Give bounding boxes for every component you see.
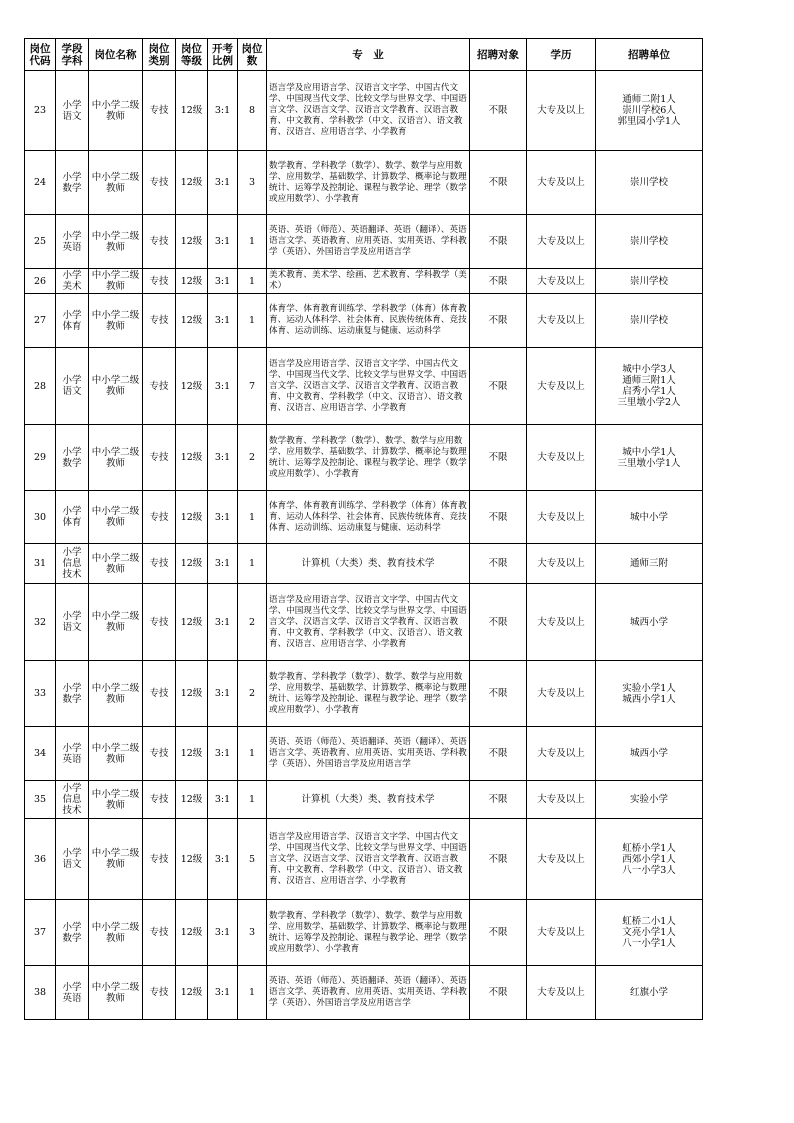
cell-type: 专技 (143, 544, 176, 584)
unit-line: 八一小学3人 (622, 864, 676, 876)
cell-name: 中小学二级教师 (89, 661, 143, 727)
cell-grade: 12级 (176, 727, 208, 781)
cell-code: 24 (25, 151, 56, 215)
cell-ratio: 3:1 (208, 966, 238, 1020)
cell-code: 26 (25, 269, 56, 294)
header-grade: 岗位等级 (176, 39, 208, 71)
cell-name: 中小学二级教师 (89, 781, 143, 819)
cell-target: 不限 (470, 584, 527, 661)
cell-major: 英语、英语（师范）、英语翻译、英语（翻译）、英语语言文学、英语教育、应用英语、实用英语、学科教学（英语）、外国语言学及应用语言学 (267, 966, 470, 1020)
cell-major: 体育学、体育教育训练学、学科教学（体育）体育教育、运动人体科学、社会体育、民族传统体育、竞技体育、运动训练、运动康复与健康、运动科学 (267, 294, 470, 348)
cell-code: 25 (25, 215, 56, 269)
cell-unit (596, 544, 703, 584)
cell-edu: 大专及以上 (527, 215, 596, 269)
header-subject: 学段学科 (56, 39, 89, 71)
cell-subject: 小学数学 (56, 661, 89, 727)
cell-name: 中小学二级教师 (89, 215, 143, 269)
cell-code: 33 (25, 661, 56, 727)
cell-name: 中小学二级教师 (89, 900, 143, 966)
cell-code: 36 (25, 819, 56, 900)
cell-major: 数学教育、学科教学（数学）、数学、数学与应用数学、应用数学、基础数学、计算数学、概率论与数理统计、运筹学及控制论、课程与教学论、理学（数学或应用数学）、小学教育 (267, 661, 470, 727)
cell-unit (596, 491, 703, 544)
unit-line: 启秀小学1人 (622, 386, 676, 397)
cell-major: 数学教育、学科教学（数学）、数学、数学与应用数学、应用数学、基础数学、计算数学、概率论与数理统计、运筹学及控制论、课程与教学论、理学（数学或应用数学）、小学教育 (267, 900, 470, 966)
cell-major: 体育学、体育教育训练学、学科教学（体育）体育教育、运动人体科学、社会体育、民族传统体育、竞技体育、运动训练、运动康复与健康、运动科学 (267, 491, 470, 544)
cell-unit (596, 294, 703, 348)
cell-major: 英语、英语（师范）、英语翻译、英语（翻译）、英语语言文学、英语教育、应用英语、实用英语、学科教学（英语）、外国语言学及应用语言学 (267, 727, 470, 781)
unit-line: 三里墩小学1人 (617, 457, 681, 469)
unit-line: 实验小学1人 (622, 682, 676, 694)
cell-target: 不限 (470, 661, 527, 727)
cell-major: 语言学及应用语言学、汉语言文字学、中国古代文学、中国现当代文学、比较文学与世界文学、中国语言文学、汉语言文学、汉语言文学教育、汉语言教育、中文教育、学科教学（中文、汉语言）、语文教育、汉语言、应用语言学、小学教育 (267, 348, 470, 425)
unit-line: 崇川学校 (629, 315, 668, 326)
cell-type: 专技 (143, 151, 176, 215)
cell-grade: 12级 (176, 966, 208, 1020)
cell-unit (596, 71, 703, 151)
unit-line: 红旗小学 (629, 987, 668, 998)
cell-target: 不限 (470, 819, 527, 900)
cell-grade: 12级 (176, 215, 208, 269)
table-row (25, 348, 703, 425)
cell-count: 3 (238, 151, 267, 215)
unit-line: 崇川学校 (629, 177, 668, 188)
cell-edu: 大专及以上 (527, 269, 596, 294)
cell-subject: 小学语文 (56, 71, 89, 151)
cell-target: 不限 (470, 425, 527, 491)
cell-ratio: 3:1 (208, 215, 238, 269)
cell-subject: 小学语文 (56, 584, 89, 661)
cell-type: 专技 (143, 215, 176, 269)
cell-subject: 小学体育 (56, 294, 89, 348)
cell-ratio: 3:1 (208, 151, 238, 215)
cell-subject: 小学信息技术 (56, 544, 89, 584)
unit-line: 通师二附1人 (622, 94, 676, 105)
cell-code: 23 (25, 71, 56, 151)
cell-grade: 12级 (176, 584, 208, 661)
cell-grade: 12级 (176, 425, 208, 491)
cell-ratio: 3:1 (208, 294, 238, 348)
cell-grade: 12级 (176, 781, 208, 819)
header-name: 岗位名称 (89, 39, 143, 71)
header-type: 岗位类别 (143, 39, 176, 71)
cell-subject: 小学语文 (56, 819, 89, 900)
cell-target: 不限 (470, 966, 527, 1020)
cell-ratio: 3:1 (208, 491, 238, 544)
cell-count: 1 (238, 294, 267, 348)
cell-ratio: 3:1 (208, 900, 238, 966)
cell-count: 8 (238, 71, 267, 151)
cell-count: 1 (238, 491, 267, 544)
cell-grade: 12级 (176, 819, 208, 900)
cell-major: 语言学及应用语言学、汉语言文字学、中国古代文学、中国现当代文学、比较文学与世界文学、中国语言文学、汉语言文学、汉语言文学教育、汉语言教育、中文教育、学科教学（中文、汉语言）、语文教育、汉语言、应用语言学、小学教育 (267, 584, 470, 661)
unit-line: 城西小学 (629, 616, 668, 628)
cell-target: 不限 (470, 900, 527, 966)
cell-code: 31 (25, 544, 56, 584)
cell-unit (596, 819, 703, 900)
cell-edu: 大专及以上 (527, 781, 596, 819)
cell-type: 专技 (143, 819, 176, 900)
cell-grade: 12级 (176, 544, 208, 584)
cell-code: 35 (25, 781, 56, 819)
cell-name: 中小学二级教师 (89, 819, 143, 900)
unit-line: 城西小学1人 (622, 693, 676, 705)
cell-ratio: 3:1 (208, 781, 238, 819)
cell-subject: 小学数学 (56, 900, 89, 966)
cell-target: 不限 (470, 215, 527, 269)
cell-ratio: 3:1 (208, 584, 238, 661)
cell-name: 中小学二级教师 (89, 425, 143, 491)
cell-grade: 12级 (176, 900, 208, 966)
table-row (25, 491, 703, 544)
cell-ratio: 3:1 (208, 348, 238, 425)
cell-count: 3 (238, 900, 267, 966)
table-row (25, 584, 703, 661)
cell-unit (596, 900, 703, 966)
cell-type: 专技 (143, 584, 176, 661)
unit-line: 城中小学 (629, 511, 668, 523)
cell-name: 中小学二级教师 (89, 584, 143, 661)
cell-subject: 小学语文 (56, 348, 89, 425)
cell-ratio: 3:1 (208, 727, 238, 781)
cell-unit (596, 661, 703, 727)
table-row (25, 151, 703, 215)
cell-target: 不限 (470, 544, 527, 584)
cell-code: 34 (25, 727, 56, 781)
cell-unit (596, 966, 703, 1020)
header-major: 专 业 (267, 39, 470, 71)
cell-type: 专技 (143, 294, 176, 348)
cell-target: 不限 (470, 348, 527, 425)
cell-target: 不限 (470, 269, 527, 294)
header-count: 岗位数 (238, 39, 267, 71)
cell-unit (596, 269, 703, 294)
cell-edu: 大专及以上 (527, 294, 596, 348)
table-row (25, 425, 703, 491)
cell-ratio: 3:1 (208, 71, 238, 151)
cell-grade: 12级 (176, 661, 208, 727)
cell-edu: 大专及以上 (527, 348, 596, 425)
cell-subject: 小学数学 (56, 425, 89, 491)
cell-count: 2 (238, 425, 267, 491)
cell-target: 不限 (470, 151, 527, 215)
cell-grade: 12级 (176, 269, 208, 294)
cell-code: 29 (25, 425, 56, 491)
cell-name: 中小学二级教师 (89, 544, 143, 584)
table-row (25, 900, 703, 966)
cell-target: 不限 (470, 71, 527, 151)
unit-line: 西郊小学1人 (622, 853, 676, 865)
table-row (25, 819, 703, 900)
table-row (25, 727, 703, 781)
cell-code: 37 (25, 900, 56, 966)
cell-name: 中小学二级教师 (89, 294, 143, 348)
header-code: 岗位代码 (25, 39, 56, 71)
cell-count: 1 (238, 544, 267, 584)
cell-edu: 大专及以上 (527, 584, 596, 661)
table-row (25, 269, 703, 294)
unit-line: 实验小学 (629, 794, 668, 805)
unit-line: 通师三附1人 (622, 375, 676, 386)
cell-count: 1 (238, 269, 267, 294)
cell-edu: 大专及以上 (527, 661, 596, 727)
cell-edu: 大专及以上 (527, 71, 596, 151)
unit-line: 虹桥二小1人 (622, 916, 676, 927)
cell-ratio: 3:1 (208, 661, 238, 727)
cell-ratio: 3:1 (208, 544, 238, 584)
cell-name: 中小学二级教师 (89, 348, 143, 425)
unit-line: 八一小学1人 (622, 938, 676, 949)
cell-type: 专技 (143, 661, 176, 727)
cell-name: 中小学二级教师 (89, 151, 143, 215)
table-row (25, 71, 703, 151)
cell-unit (596, 215, 703, 269)
cell-major: 计算机（大类）类、教育技术学 (267, 544, 470, 584)
cell-edu: 大专及以上 (527, 491, 596, 544)
unit-line: 城西小学 (629, 748, 668, 759)
cell-major: 数学教育、学科教学（数学）、数学、数学与应用数学、应用数学、基础数学、计算数学、概率论与数理统计、运筹学及控制论、课程与教学论、理学（数学或应用数学）、小学教育 (267, 151, 470, 215)
cell-major: 语言学及应用语言学、汉语言文字学、中国古代文学、中国现当代文学、比较文学与世界文学、中国语言文学、汉语言文学、汉语言文学教育、汉语言教育、中文教育、学科教学（中文、汉语言）、语文教育、汉语言、应用语言学、小学教育 (267, 71, 470, 151)
cell-name: 中小学二级教师 (89, 727, 143, 781)
cell-subject: 小学英语 (56, 215, 89, 269)
cell-edu: 大专及以上 (527, 966, 596, 1020)
unit-line: 文亮小学1人 (622, 927, 676, 938)
cell-subject: 小学体育 (56, 491, 89, 544)
cell-unit (596, 425, 703, 491)
header-target: 招聘对象 (470, 39, 527, 71)
header-unit: 招聘单位 (596, 39, 703, 71)
unit-line: 崇川学校 (629, 236, 668, 247)
cell-unit (596, 727, 703, 781)
cell-target: 不限 (470, 294, 527, 348)
cell-type: 专技 (143, 269, 176, 294)
cell-count: 1 (238, 966, 267, 1020)
cell-ratio: 3:1 (208, 269, 238, 294)
cell-grade: 12级 (176, 71, 208, 151)
cell-grade: 12级 (176, 151, 208, 215)
cell-code: 30 (25, 491, 56, 544)
table-row (25, 294, 703, 348)
cell-unit (596, 584, 703, 661)
cell-type: 专技 (143, 491, 176, 544)
cell-code: 38 (25, 966, 56, 1020)
unit-line: 城中小学3人 (622, 364, 676, 375)
cell-type: 专技 (143, 348, 176, 425)
cell-type: 专技 (143, 966, 176, 1020)
table-body (25, 71, 703, 1020)
cell-name: 中小学二级教师 (89, 71, 143, 151)
header-edu: 学历 (527, 39, 596, 71)
cell-name: 中小学二级教师 (89, 269, 143, 294)
cell-subject: 小学数学 (56, 151, 89, 215)
cell-type: 专技 (143, 71, 176, 151)
cell-major: 数学教育、学科教学（数学）、数学、数学与应用数学、应用数学、基础数学、计算数学、概率论与数理统计、运筹学及控制论、课程与教学论、理学（数学或应用数学）、小学教育 (267, 425, 470, 491)
cell-grade: 12级 (176, 491, 208, 544)
cell-count: 1 (238, 727, 267, 781)
cell-grade: 12级 (176, 294, 208, 348)
table-row (25, 781, 703, 819)
table-row (25, 966, 703, 1020)
cell-subject: 小学英语 (56, 727, 89, 781)
cell-type: 专技 (143, 781, 176, 819)
unit-line: 通师三附 (629, 558, 668, 569)
cell-major: 美术教育、美术学、绘画、艺术教育、学科教学（美术） (267, 269, 470, 294)
cell-subject: 小学美术 (56, 269, 89, 294)
cell-edu: 大专及以上 (527, 151, 596, 215)
cell-code: 28 (25, 348, 56, 425)
cell-subject: 小学英语 (56, 966, 89, 1020)
cell-count: 2 (238, 584, 267, 661)
cell-edu: 大专及以上 (527, 900, 596, 966)
cell-target: 不限 (470, 491, 527, 544)
cell-unit (596, 348, 703, 425)
table-row (25, 661, 703, 727)
cell-unit (596, 781, 703, 819)
cell-count: 2 (238, 661, 267, 727)
table-row (25, 215, 703, 269)
cell-count: 1 (238, 781, 267, 819)
cell-count: 1 (238, 215, 267, 269)
cell-count: 5 (238, 819, 267, 900)
unit-line: 城中小学1人 (622, 446, 676, 458)
cell-edu: 大专及以上 (527, 727, 596, 781)
cell-edu: 大专及以上 (527, 425, 596, 491)
cell-count: 7 (238, 348, 267, 425)
cell-subject: 小学信息技术 (56, 781, 89, 819)
cell-name: 中小学二级教师 (89, 966, 143, 1020)
unit-line: 郭里园小学1人 (617, 116, 681, 127)
cell-major: 计算机（大类）类、教育技术学 (267, 781, 470, 819)
recruitment-table (24, 38, 703, 1020)
cell-major: 英语、英语（师范）、英语翻译、英语（翻译）、英语语言文学、英语教育、应用英语、实用英语、学科教学（英语）、外国语言学及应用语言学 (267, 215, 470, 269)
unit-line: 虹桥小学1人 (622, 842, 676, 854)
unit-line: 三里墩小学2人 (617, 397, 681, 408)
cell-ratio: 3:1 (208, 819, 238, 900)
unit-line: 崇川学校6人 (622, 105, 676, 116)
cell-code: 32 (25, 584, 56, 661)
cell-type: 专技 (143, 425, 176, 491)
cell-major: 语言学及应用语言学、汉语言文字学、中国古代文学、中国现当代文学、比较文学与世界文学、中国语言文学、汉语言文学、汉语言文学教育、汉语言教育、中文教育、学科教学（中文、汉语言）、语文教育、汉语言、应用语言学、小学教育 (267, 819, 470, 900)
header-ratio: 开考比例 (208, 39, 238, 71)
cell-edu: 大专及以上 (527, 544, 596, 584)
cell-edu: 大专及以上 (527, 819, 596, 900)
cell-unit (596, 151, 703, 215)
cell-target: 不限 (470, 781, 527, 819)
cell-ratio: 3:1 (208, 425, 238, 491)
cell-name: 中小学二级教师 (89, 491, 143, 544)
cell-code: 27 (25, 294, 56, 348)
cell-type: 专技 (143, 900, 176, 966)
cell-type: 专技 (143, 727, 176, 781)
cell-grade: 12级 (176, 348, 208, 425)
cell-target: 不限 (470, 727, 527, 781)
table-row (25, 544, 703, 584)
header-row (25, 39, 703, 71)
unit-line: 崇川学校 (629, 275, 668, 287)
